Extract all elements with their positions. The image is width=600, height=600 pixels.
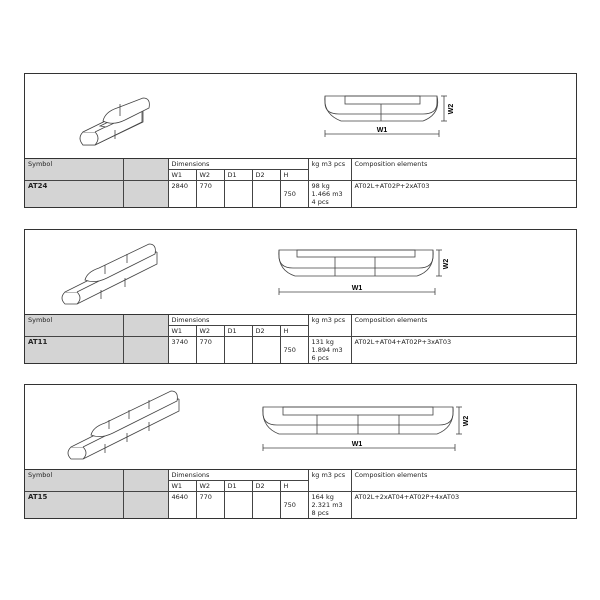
table-row xyxy=(25,337,576,364)
d1-header: D1 xyxy=(224,170,252,181)
product-drawing xyxy=(25,230,576,315)
d2-value xyxy=(252,492,280,519)
sofa-isometric-view xyxy=(80,98,149,145)
sofa-plan-view xyxy=(263,407,462,451)
w2-value: 770 xyxy=(196,337,224,364)
w2-dimension-label: W2 xyxy=(443,258,450,270)
volume-value: 1.894 m3 xyxy=(311,346,343,354)
w1-header: W1 xyxy=(168,481,196,492)
spec-table xyxy=(25,470,576,518)
product-symbol: AT11 xyxy=(25,337,123,364)
d1-value xyxy=(224,337,252,364)
w2-header: W2 xyxy=(196,326,224,337)
d2-value xyxy=(252,337,280,364)
product-block-at11 xyxy=(24,229,577,364)
volume-value: 2.321 m3 xyxy=(311,501,343,509)
dimensions-header: Dimensions xyxy=(168,315,308,326)
sofa-illustration xyxy=(25,230,576,314)
h-header: H xyxy=(280,481,308,492)
h-value: 750 xyxy=(280,337,308,364)
w1-value: 4640 xyxy=(168,492,196,519)
composition-header: Composition elements xyxy=(351,470,576,492)
sofa-isometric-view xyxy=(62,244,157,304)
weight-value: 131 kg xyxy=(311,338,334,346)
w2-header: W2 xyxy=(196,170,224,181)
w1-dimension-label: W1 xyxy=(351,441,363,448)
d2-header: D2 xyxy=(252,481,280,492)
spec-table xyxy=(25,315,576,363)
w2-header: W2 xyxy=(196,481,224,492)
product-drawing xyxy=(25,385,576,470)
blank-header xyxy=(123,470,168,492)
weight-cell xyxy=(308,181,351,208)
blank-header xyxy=(123,159,168,181)
h-header: H xyxy=(280,170,308,181)
symbol-header: Symbol xyxy=(25,315,123,337)
composition-header: Composition elements xyxy=(351,315,576,337)
pieces-value: 8 pcs xyxy=(311,509,329,517)
volume-value: 1.466 m3 xyxy=(311,190,343,198)
product-drawing xyxy=(25,74,576,159)
weight-cell xyxy=(308,492,351,519)
weight-header: kg m3 pcs xyxy=(308,315,351,337)
w2-value: 770 xyxy=(196,492,224,519)
weight-cell xyxy=(308,337,351,364)
dimensions-header: Dimensions xyxy=(168,159,308,170)
product-symbol: AT24 xyxy=(25,181,123,208)
d2-header: D2 xyxy=(252,326,280,337)
table-row xyxy=(25,492,576,519)
w2-value: 770 xyxy=(196,181,224,208)
product-block-at15 xyxy=(24,384,577,519)
product-block-at24 xyxy=(24,73,577,208)
d1-value xyxy=(224,181,252,208)
composition-value: AT02L+2xAT04+AT02P+4xAT03 xyxy=(351,492,576,519)
w1-header: W1 xyxy=(168,326,196,337)
pieces-value: 6 pcs xyxy=(311,354,329,362)
d1-header: D1 xyxy=(224,326,252,337)
table-row xyxy=(25,181,576,208)
symbol-header: Symbol xyxy=(25,470,123,492)
weight-value: 98 kg xyxy=(311,182,330,190)
pieces-value: 4 pcs xyxy=(311,198,329,206)
w1-value: 2840 xyxy=(168,181,196,208)
composition-value: AT02L+AT04+AT02P+3xAT03 xyxy=(351,337,576,364)
d2-header: D2 xyxy=(252,170,280,181)
w1-header: W1 xyxy=(168,170,196,181)
d1-value xyxy=(224,492,252,519)
w1-dimension-label: W1 xyxy=(376,127,388,134)
h-value: 750 xyxy=(280,181,308,208)
h-header: H xyxy=(280,326,308,337)
weight-header: kg m3 pcs xyxy=(308,159,351,181)
d2-value xyxy=(252,181,280,208)
composition-value: AT02L+AT02P+2xAT03 xyxy=(351,181,576,208)
h-value: 750 xyxy=(280,492,308,519)
sofa-illustration xyxy=(25,74,576,158)
sofa-illustration xyxy=(25,385,576,469)
w1-value: 3740 xyxy=(168,337,196,364)
product-symbol: AT15 xyxy=(25,492,123,519)
blank-header xyxy=(123,315,168,337)
weight-header: kg m3 pcs xyxy=(308,470,351,492)
symbol-header: Symbol xyxy=(25,159,123,181)
w1-dimension-label: W1 xyxy=(351,285,363,292)
d1-header: D1 xyxy=(224,481,252,492)
w2-dimension-label: W2 xyxy=(463,415,470,427)
w2-dimension-label: W2 xyxy=(448,103,455,115)
spec-table xyxy=(25,159,576,207)
weight-value: 164 kg xyxy=(311,493,334,501)
dimensions-header: Dimensions xyxy=(168,470,308,481)
sofa-isometric-view xyxy=(68,391,179,459)
composition-header: Composition elements xyxy=(351,159,576,181)
